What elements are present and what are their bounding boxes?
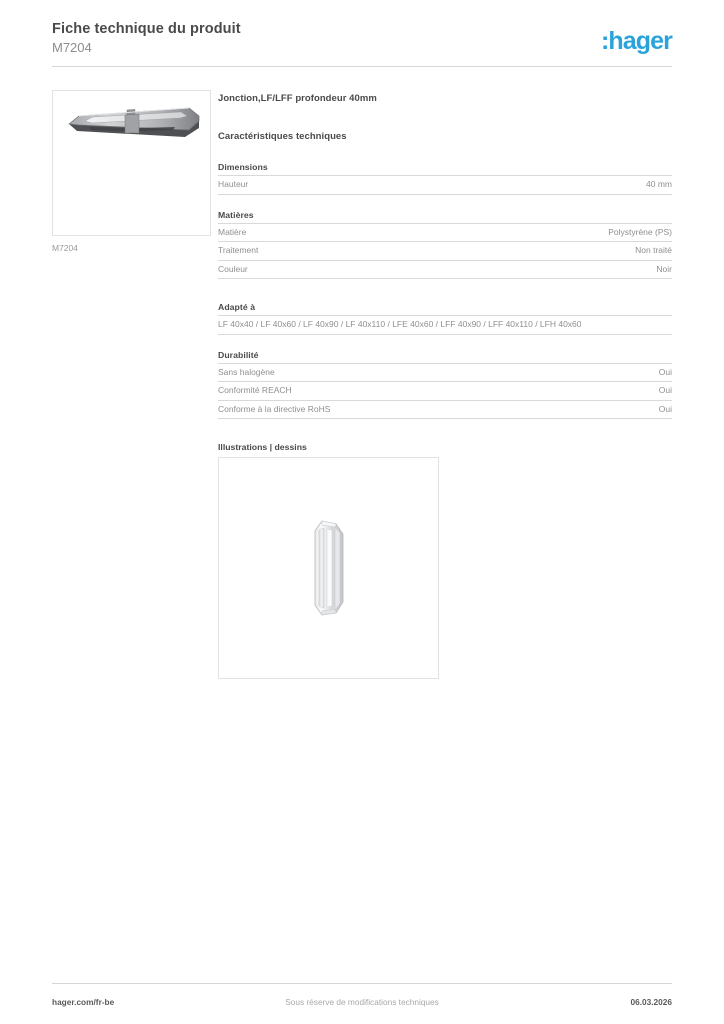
spacer: [218, 105, 672, 130]
hager-logo: :hager: [600, 27, 672, 55]
spec-label: Conformité REACH: [218, 385, 292, 395]
product-name: Jonction,LF/LFF profondeur 40mm: [218, 93, 377, 104]
table-row: [218, 382, 672, 401]
spec-label: Hauteur: [218, 179, 249, 189]
table-row: [218, 316, 672, 335]
spec-table-materials: [218, 223, 672, 280]
table-row: [218, 260, 672, 279]
spec-value: Oui: [658, 403, 672, 414]
spacer: [218, 143, 672, 161]
product-photo: [59, 97, 207, 149]
footer-website-link[interactable]: hager.com/fr-be: [52, 997, 115, 1007]
content-column: [218, 92, 672, 679]
product-center-bridge-face: [125, 114, 139, 133]
table-row: [218, 363, 672, 382]
drawing-center-slot: [327, 529, 332, 607]
table-row: [218, 176, 672, 195]
drawing-left-rib: [319, 528, 324, 608]
spec-label: Matière: [218, 226, 247, 237]
footer-date: 06.03.2026: [630, 997, 672, 1007]
spec-value: Polystyrène (PS): [608, 226, 672, 237]
spec-table-suitable-for: [218, 315, 672, 335]
spec-label: Couleur: [218, 263, 248, 274]
footer-divider: [52, 983, 672, 984]
table-row: [218, 400, 672, 419]
technical-drawing: [302, 518, 356, 618]
block-title-materials: Matières: [218, 209, 254, 220]
illustrations-section: [218, 441, 672, 679]
header-divider: [52, 66, 672, 67]
technical-specs-heading: Caractéristiques techniques: [218, 131, 347, 142]
product-image-frame: [52, 90, 211, 236]
page-subtitle-reference: M7204: [52, 40, 92, 55]
product-figure: [52, 90, 213, 254]
spacer: [218, 335, 672, 349]
drawing-right-rib: [335, 527, 340, 610]
spacer: [218, 195, 672, 209]
spec-table-durability: [218, 363, 672, 420]
spec-value: 40 mm: [646, 179, 672, 189]
block-title-dimensions: Dimensions: [218, 162, 268, 172]
page-title: Fiche technique du produit: [52, 21, 241, 37]
page-footer: [52, 996, 672, 1010]
spacer: [218, 419, 672, 441]
spec-value: Non traité: [635, 245, 672, 255]
spec-value: Oui: [658, 366, 672, 377]
spec-label: Conforme à la directive RoHS: [218, 403, 331, 414]
spec-value: Noir: [656, 263, 672, 274]
spacer: [218, 279, 672, 301]
spec-label: Traitement: [218, 245, 259, 255]
table-row: [218, 242, 672, 261]
block-title-suitable-for: Adapté à: [218, 302, 256, 312]
illustration-frame: [218, 457, 439, 679]
illustrations-heading: Illustrations | dessins: [218, 442, 307, 452]
spec-label: Sans halogène: [218, 366, 275, 377]
block-title-durability: Durabilité: [218, 349, 259, 360]
spec-block-materials: [218, 209, 672, 280]
page-header: [52, 20, 672, 66]
spec-block-durability: [218, 349, 672, 420]
spec-block-suitable-for: [218, 301, 672, 335]
spec-block-dimensions: [218, 161, 672, 195]
suitable-for-value: LF 40x40 / LF 40x60 / LF 40x90 / LF 40x110 / LFE 40x60 / LFF 40x90 / LFF 40x110 / LFH 40x60: [218, 319, 582, 329]
product-image-caption: M7204: [52, 243, 78, 253]
spec-table-dimensions: [218, 175, 672, 195]
spec-value: Oui: [658, 385, 672, 395]
footer-notice: Sous réserve de modifications techniques: [285, 997, 439, 1007]
table-row: [218, 223, 672, 242]
